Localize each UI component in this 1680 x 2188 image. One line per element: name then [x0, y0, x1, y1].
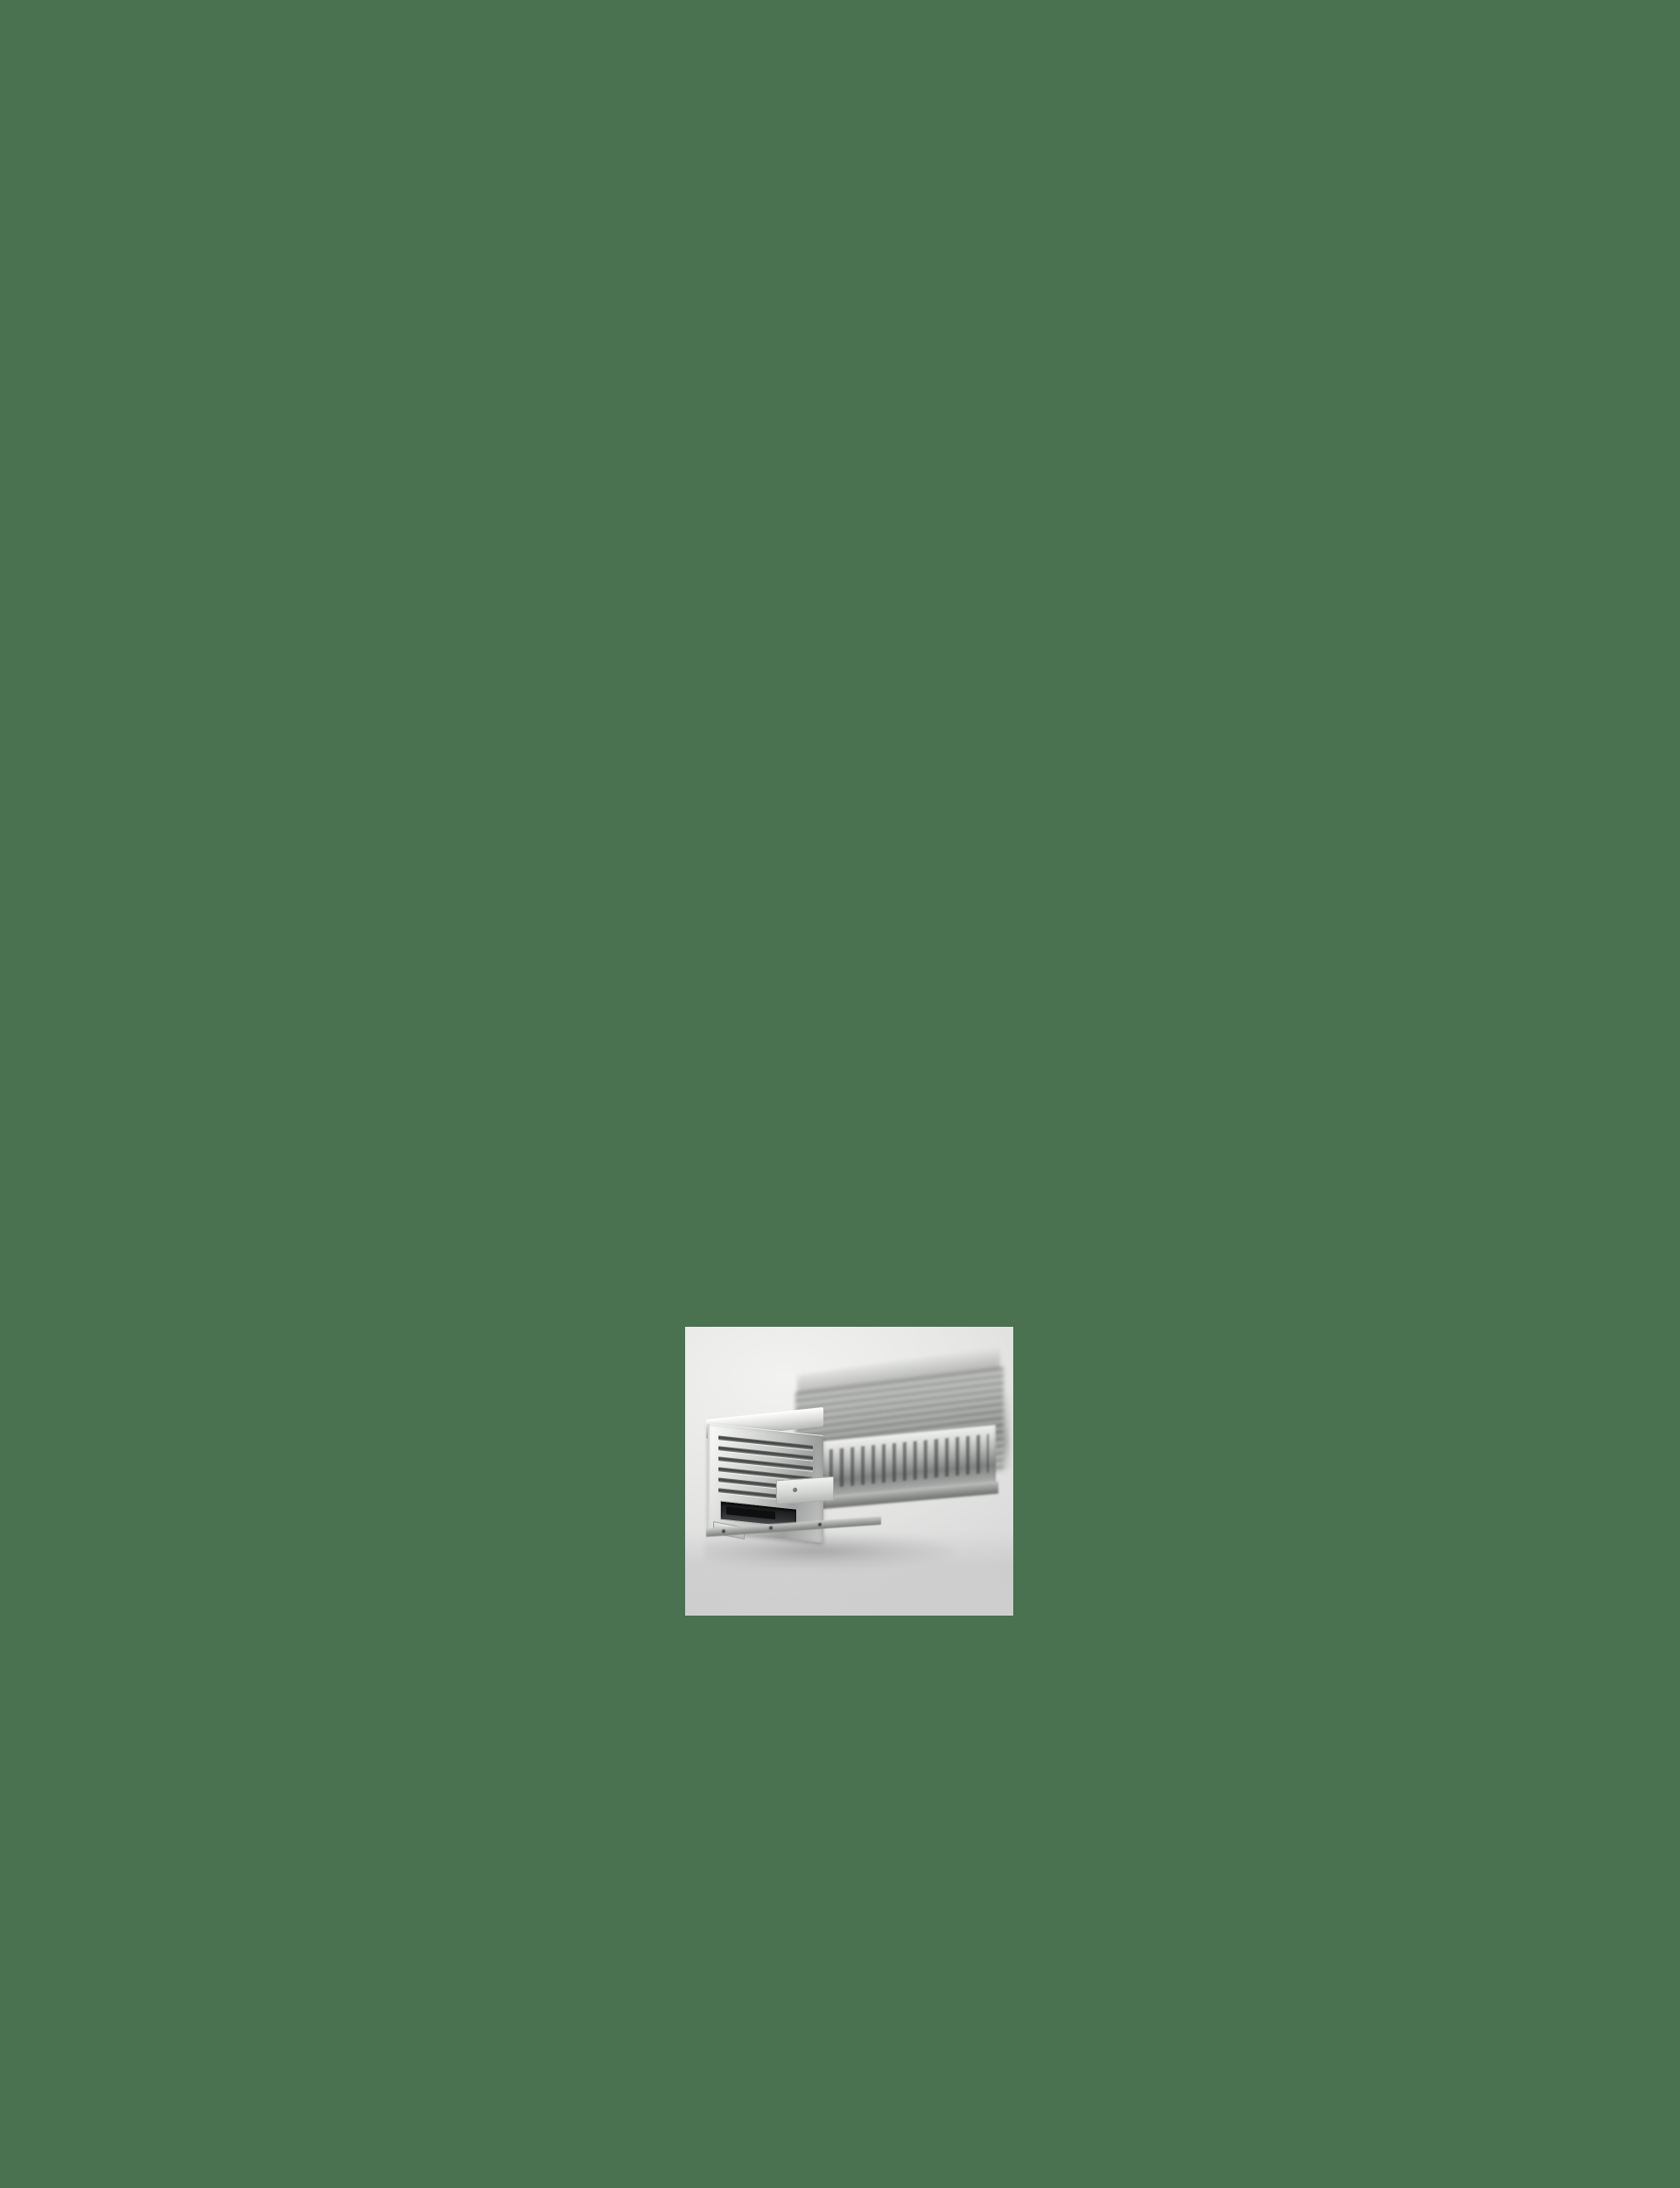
lower-front-panel — [776, 1476, 834, 1505]
connector-bay-opening — [726, 1506, 775, 1519]
product-photo — [685, 1327, 1013, 1616]
server-chassis — [692, 1375, 1007, 1572]
rail-hole — [722, 1529, 725, 1532]
studio-backdrop — [685, 1327, 1013, 1616]
rail-hole — [769, 1526, 773, 1530]
rail-hole — [818, 1523, 822, 1526]
screw-icon — [793, 1488, 797, 1492]
